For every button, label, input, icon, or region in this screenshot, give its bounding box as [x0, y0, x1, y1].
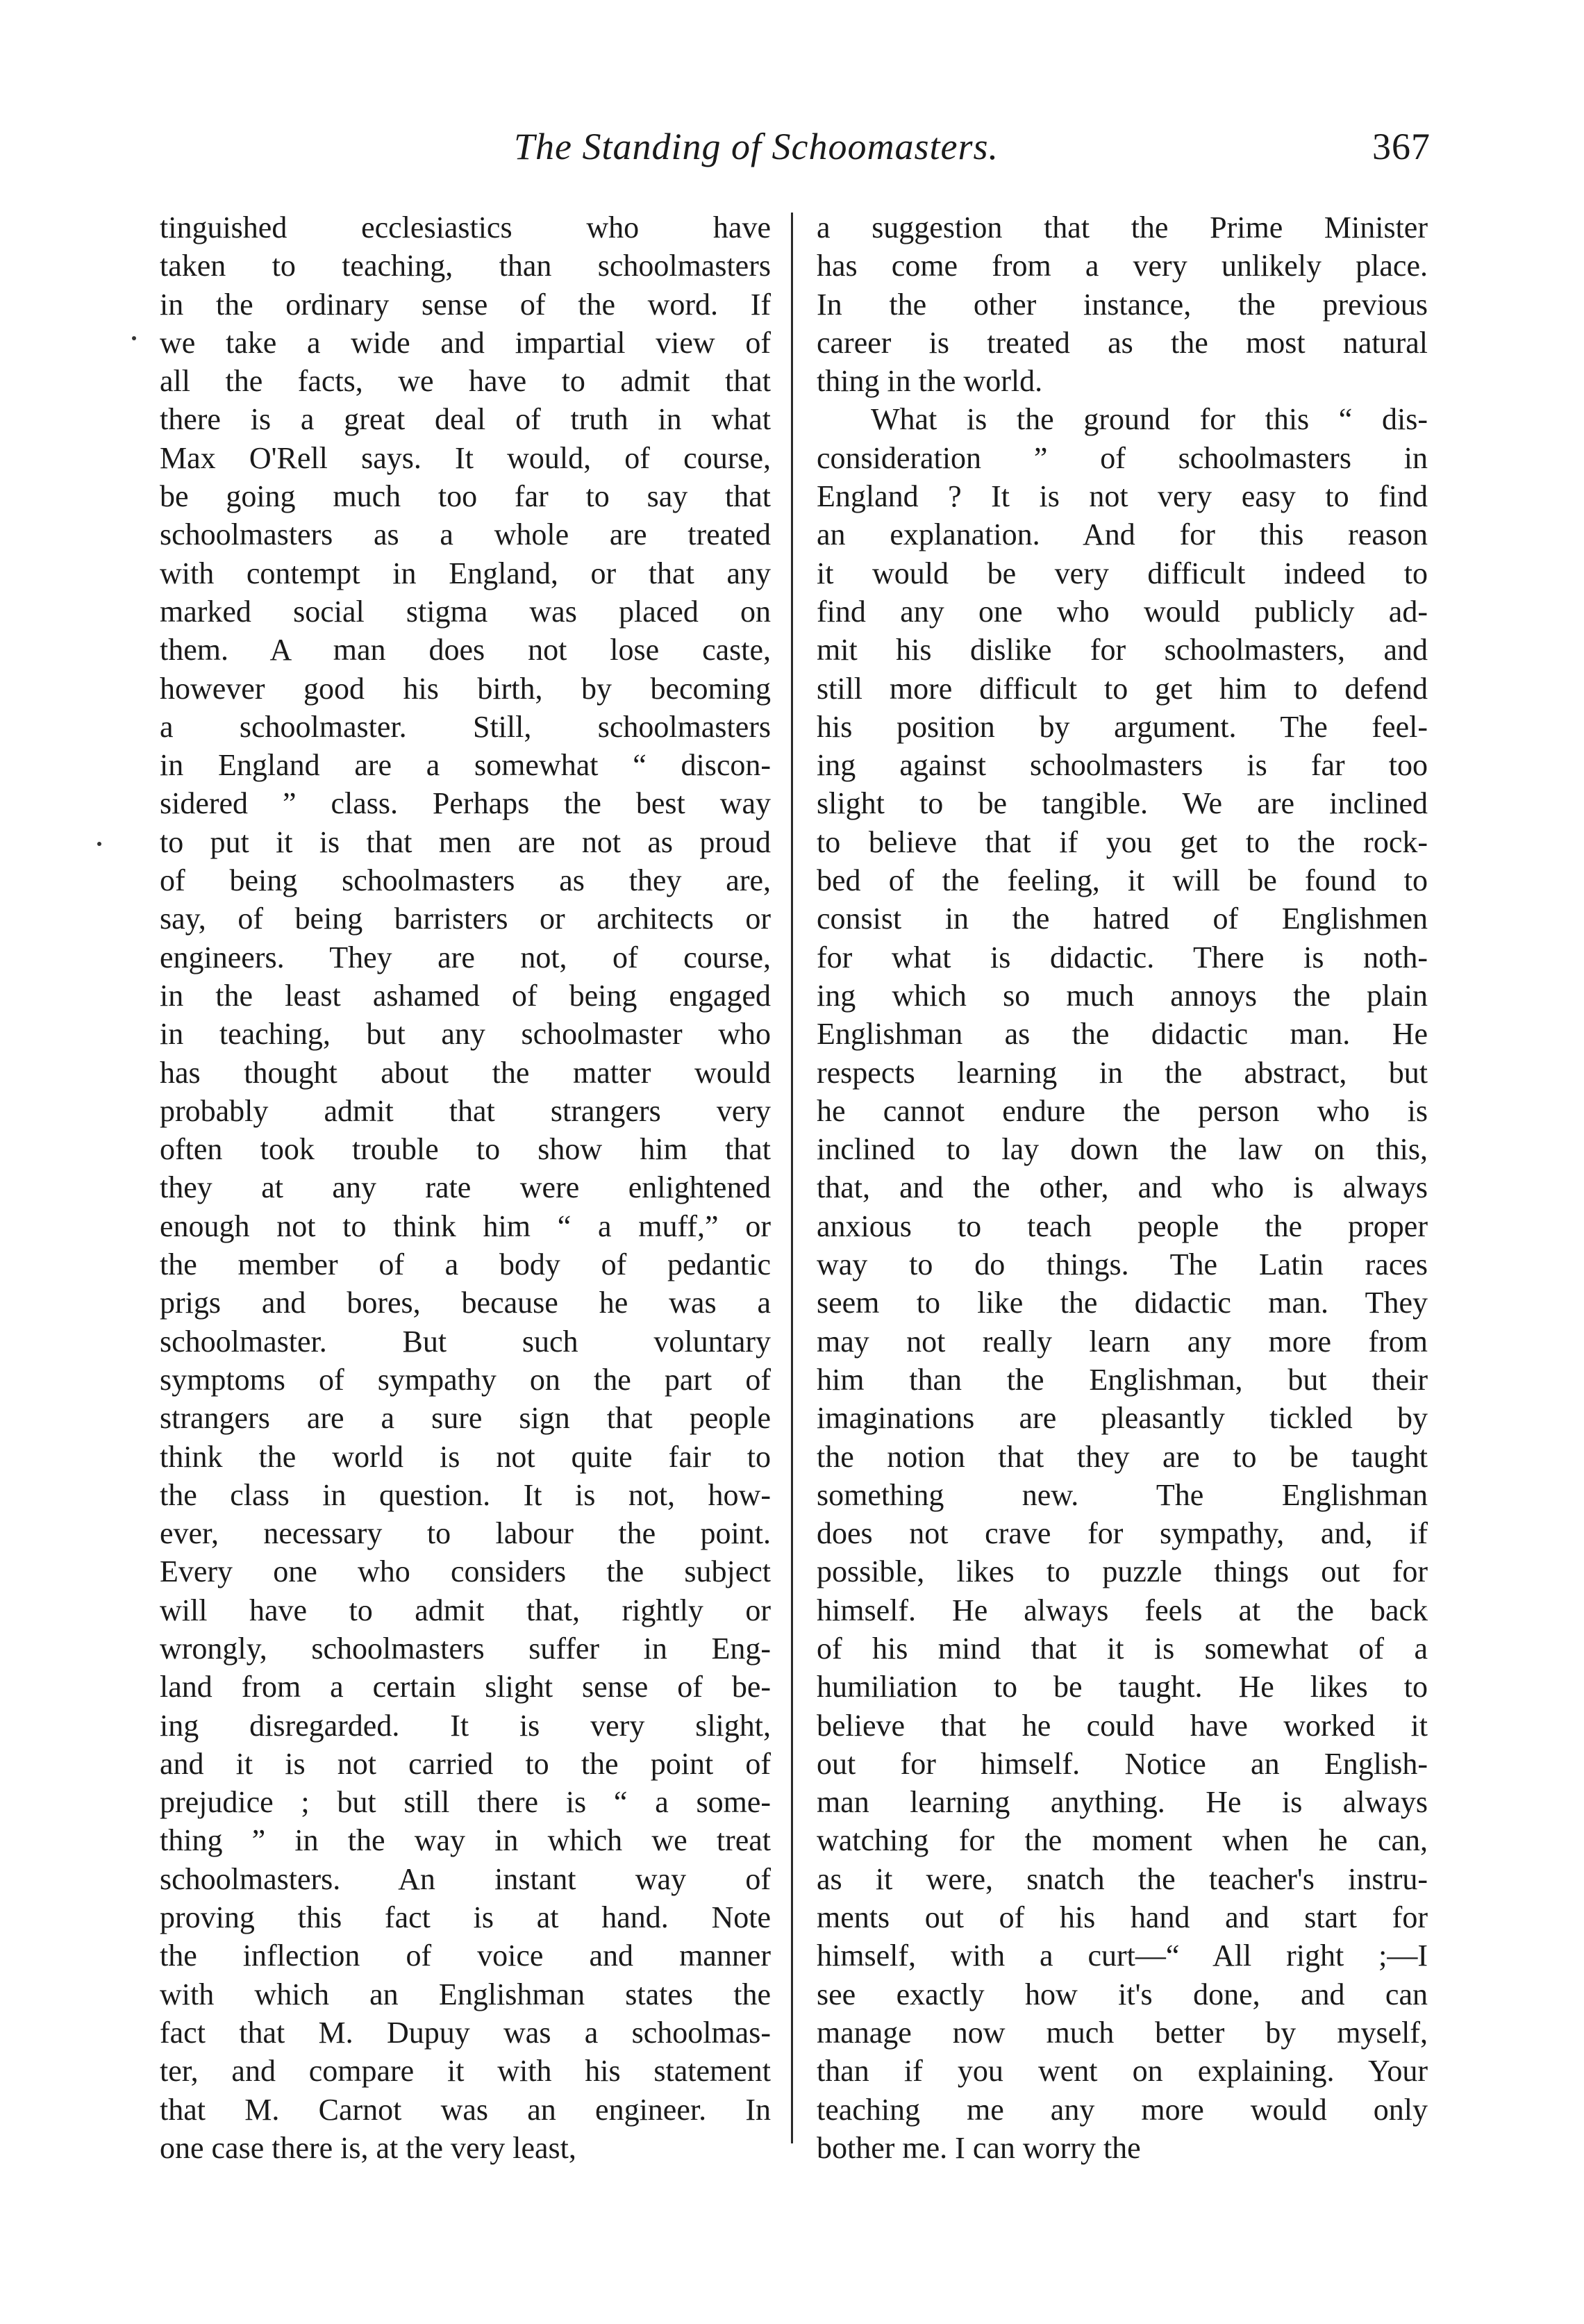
text-line: sidered ” class. Perhaps the best way [160, 786, 771, 821]
text-line: ing disregarded. It is very slight, [160, 1708, 771, 1743]
text-line: to believe that if you get to the rock- [817, 824, 1428, 859]
text-line: What is the ground for this “ dis- [871, 402, 1428, 437]
text-line: ter, and compare it with his statement [160, 2054, 771, 2089]
text-line: does not crave for sympathy, and, if [817, 1516, 1428, 1551]
text-line: taken to teaching, than schoolmasters [160, 249, 771, 283]
text-line: seem to like the didactic man. They [817, 1286, 1428, 1320]
text-line: the member of a body of pedantic [160, 1247, 771, 1282]
text-line: mit his dislike for schoolmasters, and [817, 633, 1428, 667]
text-line: often took trouble to show him that [160, 1132, 771, 1167]
text-line: see exactly how it's done, and can [817, 1977, 1428, 2011]
text-line: thing in the world. [817, 364, 1043, 399]
text-line: find any one who would publicly ad- [817, 594, 1428, 629]
text-line: Every one who considers the subject [160, 1554, 771, 1589]
text-line: that, and the other, and who is always [817, 1170, 1428, 1205]
text-line: symptoms of sympathy on the part of [160, 1362, 771, 1397]
text-line: all the facts, we have to admit that [160, 364, 771, 399]
text-line: manage now much better by myself, [817, 2015, 1428, 2050]
text-line: an explanation. And for this reason [817, 517, 1428, 552]
text-line: inclined to lay down the law on this, [817, 1132, 1428, 1167]
text-line: in teaching, but any schoolmaster who [160, 1017, 771, 1052]
text-line: of his mind that it is somewhat of a [817, 1631, 1428, 1666]
text-line: a suggestion that the Prime Minister [817, 210, 1428, 244]
margin-mark [132, 336, 136, 340]
text-line: as it were, snatch the teacher's instru- [817, 1861, 1428, 1896]
text-line: however good his birth, by becoming [160, 671, 771, 706]
text-line: career is treated as the most natural [817, 325, 1428, 360]
text-line: schoolmasters. An instant way of [160, 1861, 771, 1896]
text-line: wrongly, schoolmasters suffer in Eng- [160, 1631, 771, 1666]
text-line: fact that M. Dupuy was a schoolmas- [160, 2015, 771, 2050]
text-line: consideration ” of schoolmasters in [817, 440, 1428, 475]
text-line: himself. He always feels at the back [817, 1593, 1428, 1627]
text-line: with which an Englishman states the [160, 1977, 771, 2011]
running-title: The Standing of Schoomasters. [514, 126, 999, 167]
left-column [160, 208, 771, 2167]
text-line: bed of the feeling, it will be found to [817, 863, 1428, 898]
page-number: 367 [1372, 126, 1431, 167]
text-line: bother me. I can worry the [817, 2130, 1141, 2165]
text-line: than if you went on explaining. Your [817, 2054, 1428, 2089]
text-line: teaching me any more would only [817, 2092, 1428, 2127]
text-line: humiliation to be taught. He likes to [817, 1670, 1428, 1704]
text-line: may not really learn any more from [817, 1324, 1428, 1359]
text-line: tinguished ecclesiastics who have [160, 210, 771, 244]
text-line: imaginations are pleasantly tickled by [817, 1401, 1428, 1436]
text-line: In the other instance, the previous [817, 287, 1428, 322]
text-line: he cannot endure the person who is [817, 1093, 1428, 1128]
text-line: the class in question. It is not, how- [160, 1477, 771, 1512]
text-line: thing ” in the way in which we treat [160, 1823, 771, 1858]
text-line: engineers. They are not, of course, [160, 940, 771, 974]
text-line: out for himself. Notice an English- [817, 1746, 1428, 1781]
text-line: still more difficult to get him to defend [817, 671, 1428, 706]
text-line: his position by argument. The feel- [817, 709, 1428, 744]
text-line: strangers are a sure sign that people [160, 1401, 771, 1436]
text-line: believe that he could have worked it [817, 1708, 1428, 1743]
text-line: prejudice ; but still there is “ a some- [160, 1785, 771, 1820]
text-line: of being schoolmasters as they are, [160, 863, 771, 898]
text-line: marked social stigma was placed on [160, 594, 771, 629]
text-line: for what is didactic. There is noth- [817, 940, 1428, 974]
text-line: ing which so much annoys the plain [817, 978, 1428, 1013]
right-column [817, 208, 1428, 2167]
text-line: it would be very difficult indeed to [817, 556, 1428, 590]
text-line: and it is not carried to the point of [160, 1746, 771, 1781]
text-line: respects learning in the abstract, but [817, 1055, 1428, 1090]
text-line: watching for the moment when he can, [817, 1823, 1428, 1858]
running-head [486, 125, 1458, 188]
text-line: proving this fact is at hand. Note [160, 1900, 771, 1935]
text-line: prigs and bores, because he was a [160, 1286, 771, 1320]
text-line: there is a great deal of truth in what [160, 402, 771, 437]
text-line: think the world is not quite fair to [160, 1439, 771, 1474]
text-line: that M. Carnot was an engineer. In [160, 2092, 771, 2127]
text-line: in England are a somewhat “ discon- [160, 748, 771, 783]
text-line: Englishman as the didactic man. He [817, 1017, 1428, 1052]
text-line: ing against schoolmasters is far too [817, 748, 1428, 783]
text-line: enough not to think him “ a muff,” or [160, 1209, 771, 1243]
text-line: the inflection of voice and manner [160, 1939, 771, 1973]
column-divider [791, 213, 793, 2143]
text-line: ever, necessary to labour the point. [160, 1516, 771, 1551]
text-line: say, of being barristers or architects or [160, 902, 771, 936]
text-line: schoolmasters as a whole are treated [160, 517, 771, 552]
text-line: probably admit that strangers very [160, 1093, 771, 1128]
text-line: Max O'Rell says. It would, of course, [160, 440, 771, 475]
text-line: himself, with a curt—“ All right ;—I [817, 1939, 1428, 1973]
text-line: him than the Englishman, but their [817, 1362, 1428, 1397]
text-line: anxious to teach people the proper [817, 1209, 1428, 1243]
text-line: with contempt in England, or that any [160, 556, 771, 590]
text-line: a schoolmaster. Still, schoolmasters [160, 709, 771, 744]
text-line: land from a certain slight sense of be- [160, 1670, 771, 1704]
text-line: possible, likes to puzzle things out for [817, 1554, 1428, 1589]
text-line: the notion that they are to be taught [817, 1439, 1428, 1474]
text-line: be going much too far to say that [160, 479, 771, 514]
text-line: has thought about the matter would [160, 1055, 771, 1090]
text-line: in the ordinary sense of the word. If [160, 287, 771, 322]
text-line: has come from a very unlikely place. [817, 249, 1428, 283]
text-line: something new. The Englishman [817, 1477, 1428, 1512]
text-line: we take a wide and impartial view of [160, 325, 771, 360]
text-line: England ? It is not very easy to find [817, 479, 1428, 514]
text-line: ments out of his hand and start for [817, 1900, 1428, 1935]
text-line: they at any rate were enlightened [160, 1170, 771, 1205]
text-line: consist in the hatred of Englishmen [817, 902, 1428, 936]
text-line: man learning anything. He is always [817, 1785, 1428, 1820]
text-line: one case there is, at the very least, [160, 2130, 576, 2165]
text-line: will have to admit that, rightly or [160, 1593, 771, 1627]
text-line: them. A man does not lose caste, [160, 633, 771, 667]
text-line: to put it is that men are not as proud [160, 824, 771, 859]
text-line: slight to be tangible. We are inclined [817, 786, 1428, 821]
margin-mark [97, 842, 101, 846]
text-line: way to do things. The Latin races [817, 1247, 1428, 1282]
text-line: schoolmaster. But such voluntary [160, 1324, 771, 1359]
text-line: in the least ashamed of being engaged [160, 978, 771, 1013]
